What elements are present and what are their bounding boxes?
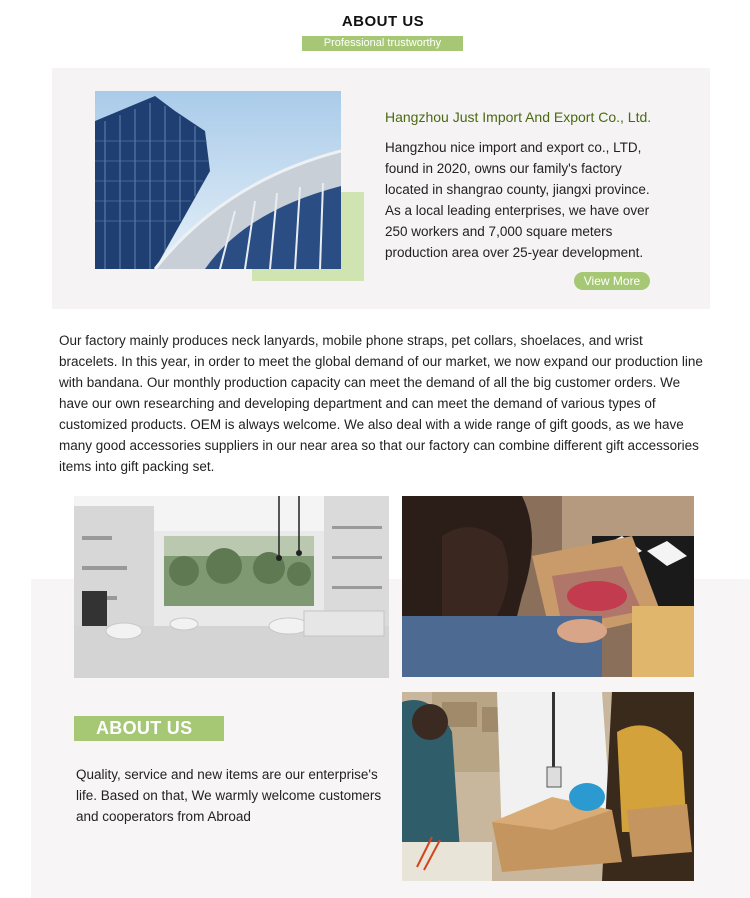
page-title: ABOUT US: [341, 13, 425, 30]
view-more-button[interactable]: View More: [574, 272, 650, 290]
packing-team-photo: [402, 692, 694, 881]
factory-description: Our factory mainly produces neck lanyards, mobile phone straps, pet collars, shoelaces, and wrist bracelets. In this year, in order to meet the global demand of our market, we now expand our production line with bandana. Our monthly production capacity can meet the demand of all the big customer orders. We have our own researching and developing department and can meet the demand of various types of customized products. OEM is always welcome. We also deal with a wide range of gift goods, as we have many good accessories suppliers in our near area so that our factory can combine different gift accessories items into gift packing set.: [59, 333, 703, 474]
about-description: Quality, service and new items are our enterprise's life. Based on that, We warmly welcome customers and cooperators from Abroad: [76, 767, 382, 824]
about-us-badge: ABOUT US: [74, 716, 224, 741]
unboxing-photo: [402, 496, 694, 677]
office-interior-photo: [74, 496, 389, 678]
company-description: Hangzhou nice import and export co., LTD, found in 2020, owns our family's factory located in shangrao county, jiangxi province. As a local leading enterprises, we have over 250 workers and 7,000 square meters production area over 25-year development.: [385, 140, 650, 260]
building-photo: [95, 91, 341, 269]
subtitle-badge: Professional trustworthy: [302, 36, 463, 51]
company-name: Hangzhou Just Import And Export Co., Ltd.: [385, 109, 652, 125]
